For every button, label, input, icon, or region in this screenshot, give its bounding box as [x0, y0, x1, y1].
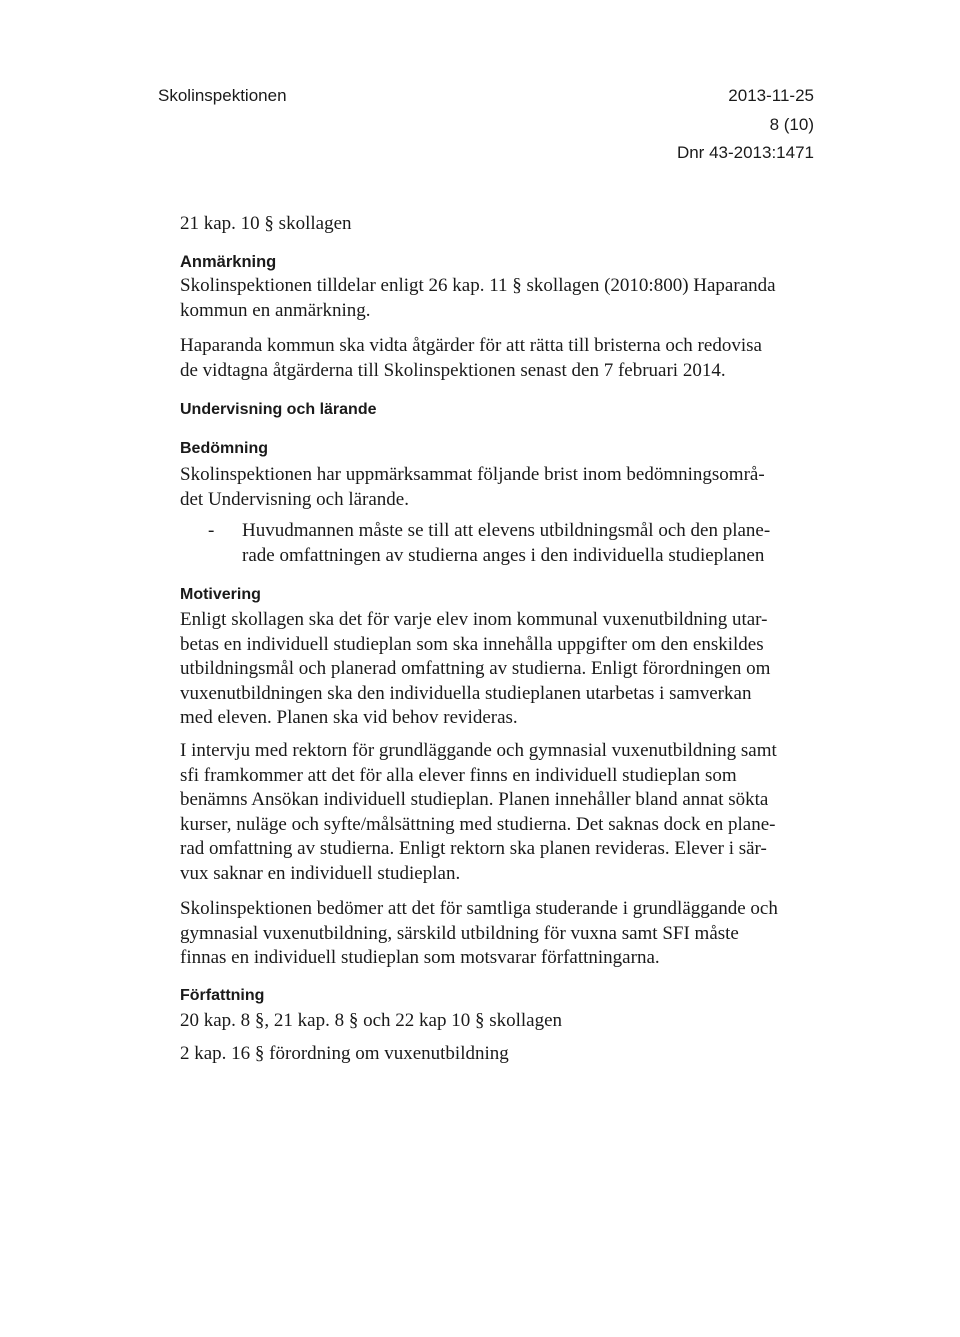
text-line: finnas en individuell studieplan som motsvarar författningarna.	[180, 947, 660, 968]
text-line: Skolinspektionen bedömer att det för samtliga studerande i grundläggande och	[180, 898, 778, 919]
anmarkning-paragraph-1	[180, 274, 776, 323]
text-line: kurser, nuläge och syfte/målsättning med studierna. Det saknas dock en plane-	[180, 813, 776, 835]
text-line: Skolinspektionen har uppmärksammat följande brist inom bedömningsområ-	[180, 464, 765, 485]
header-organization: Skolinspektionen	[158, 86, 287, 105]
bullet-marker: -	[208, 520, 215, 541]
text-line: Enligt skollagen ska det för varje elev inom kommunal vuxenutbildning utar-	[180, 609, 768, 630]
text-line: Skolinspektionen tilldelar enligt 26 kap. 11 § skollagen (2010:800) Haparanda	[180, 275, 776, 296]
bedomning-paragraph	[180, 463, 765, 512]
bedomning-heading: Bedömning	[180, 440, 268, 457]
text-line: benämns Ansökan individuell studieplan. Planen innehåller bland annat sökta	[180, 789, 769, 810]
header-reference-number: Dnr 43-2013:1471	[676, 143, 814, 162]
law-reference: 21 kap. 10 § skollagen	[180, 213, 352, 234]
text-line: vux saknar en individuell studieplan.	[180, 862, 461, 884]
undervisning-heading: Undervisning och lärande	[180, 401, 377, 418]
text-line: utbildningsmål och planerad omfattning av studierna. Enligt förordningen om	[180, 658, 771, 679]
forfattning-line-2: 2 kap. 16 § förordning om vuxenutbildning	[180, 1043, 509, 1064]
text-line: med eleven. Planen ska vid behov revideras.	[180, 707, 518, 728]
motivering-paragraph-2	[180, 739, 777, 886]
forfattning-heading: Författning	[180, 987, 265, 1004]
text-line: betas en individuell studieplan som ska innehålla uppgifter om den enskildes	[180, 633, 764, 655]
text-line: Huvudmannen måste se till att elevens utbildningsmål och den plane-	[242, 520, 771, 541]
motivering-paragraph-1	[180, 608, 770, 731]
motivering-paragraph-3	[180, 897, 778, 971]
text-line: de vidtagna åtgärderna till Skolinspektionen senast den 7 februari 2014.	[180, 359, 726, 381]
text-line: gymnasial vuxenutbildning, särskild utbildning för vuxna samt SFI måste	[180, 922, 739, 944]
bedomning-bullet-item	[242, 519, 770, 568]
text-line: det Undervisning och lärande.	[180, 488, 409, 510]
forfattning-line-1: 20 kap. 8 §, 21 kap. 8 § och 22 kap 10 § skollagen	[180, 1010, 563, 1031]
text-line: kommun en anmärkning.	[180, 299, 371, 321]
anmarkning-heading: Anmärkning	[180, 253, 277, 271]
text-line: Haparanda kommun ska vidta åtgärder för att rätta till bristerna och redovisa	[180, 335, 762, 356]
text-line: I intervju med rektorn för grundläggande och gymnasial vuxenutbildning samt	[180, 740, 777, 761]
header-page-number: 8 (10)	[769, 115, 814, 134]
motivering-heading: Motivering	[180, 586, 261, 603]
anmarkning-paragraph-2	[180, 334, 762, 383]
text-line: rad omfattning av studierna. Enligt rektorn ska planen revideras. Elever i sär-	[180, 838, 767, 859]
header-date: 2013-11-25	[728, 86, 814, 105]
text-line: rade omfattningen av studierna anges i den individuella studieplanen	[242, 544, 765, 566]
text-line: vuxenutbildningen ska den individuella studieplanen utarbetas i samverkan	[180, 682, 752, 704]
text-line: sfi framkommer att det för alla elever finns en individuell studieplan som	[180, 764, 737, 786]
